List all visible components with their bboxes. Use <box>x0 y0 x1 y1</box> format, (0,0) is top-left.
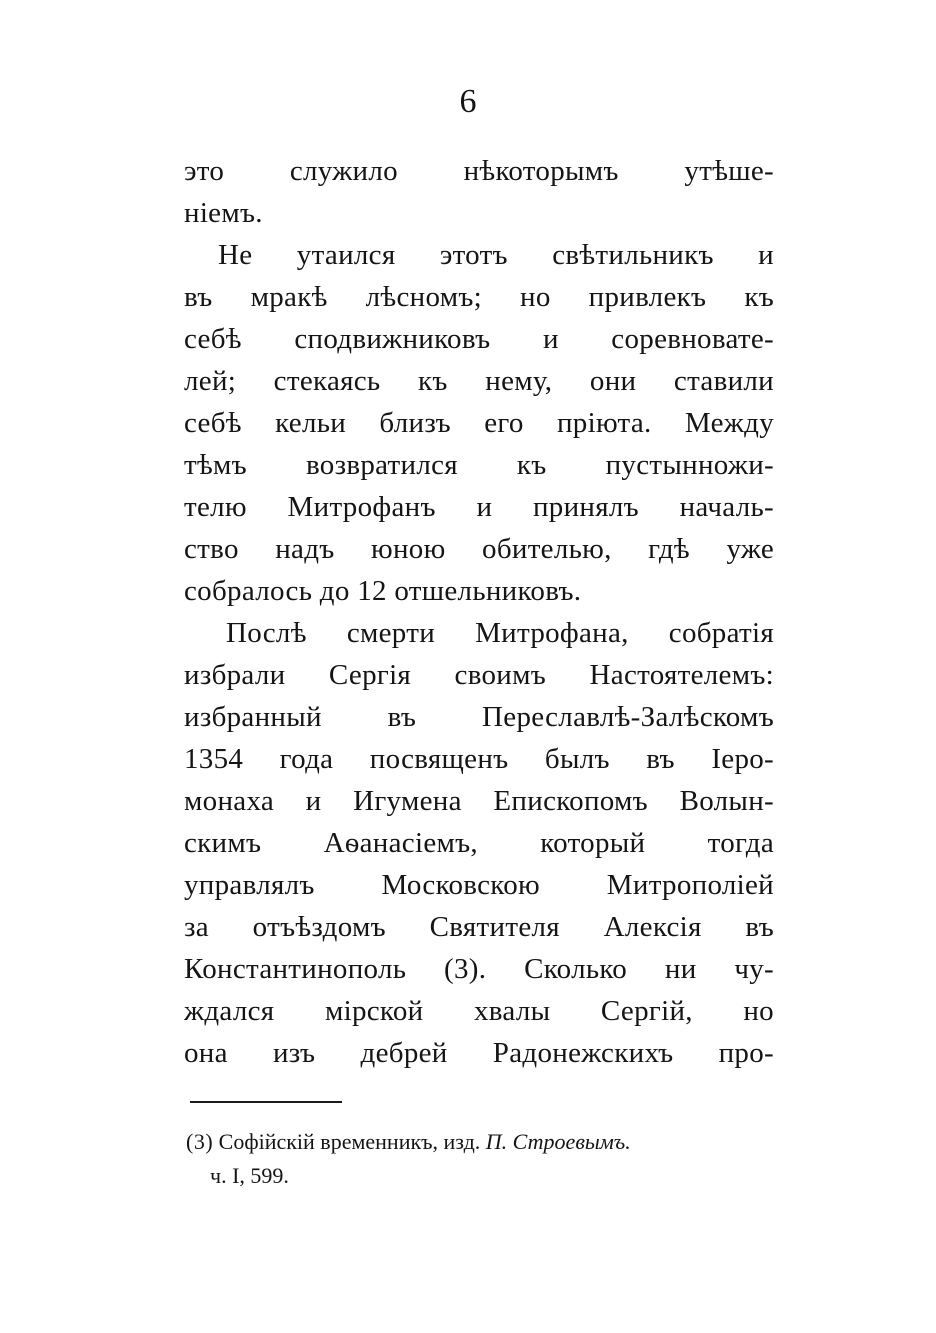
text-line: телю Митрофанъ и принялъ началь- <box>184 491 774 523</box>
text-line: Послѣ смерти Митрофана, собратія <box>226 617 774 649</box>
text-line: лей; стекаясь къ нему, они ставили <box>184 365 774 397</box>
text-line: собралось до 12 отшельниковъ. <box>184 575 582 607</box>
text-line: ждался мірской хвалы Сергій, но <box>184 995 774 1027</box>
text-line: себѣ кельи близъ его пріюта. Между <box>184 407 774 439</box>
text-line: въ мракѣ лѣсномъ; но привлекъ къ <box>184 281 774 313</box>
text-line: 1354 года посвященъ былъ въ Іеро- <box>184 743 774 775</box>
text-line: это служило нѣкоторымъ утѣше- <box>184 155 774 187</box>
footnote-editor: П. Строевымъ. <box>485 1129 631 1154</box>
footnote-line-2: ч. I, 599. <box>210 1163 289 1188</box>
text-line: избрали Сергія своимъ Настоятелемъ: <box>184 659 774 691</box>
footnote-marker: (3) <box>186 1129 214 1154</box>
footnote <box>186 1127 776 1157</box>
text-line: Константинополь (3). Сколько ни чу- <box>184 953 774 985</box>
text-line: она изъ дебрей Радонежскихъ про- <box>184 1037 774 1069</box>
text-line: скимъ Аѳанасіемъ, который тогда <box>184 827 774 859</box>
text-line: избранный въ Переславлѣ-Залѣскомъ <box>184 701 774 733</box>
text-line: ство надъ юною обителью, гдѣ уже <box>184 533 774 565</box>
text-line: тѣмъ возвратился къ пустынножи- <box>184 449 774 481</box>
footnote-text: Софійскій временникъ, изд. <box>218 1129 481 1154</box>
text-line: себѣ сподвижниковъ и соревновате- <box>184 323 774 355</box>
footnote-divider <box>190 1101 342 1103</box>
text-line: управлялъ Московскою Митрополіей <box>184 869 774 901</box>
text-line: Не утаился этотъ свѣтильникъ и <box>218 239 774 271</box>
page-number: 6 <box>459 83 477 120</box>
text-line: за отъѣздомъ Святителя Алексія въ <box>184 911 774 943</box>
text-line: ніемъ. <box>184 197 263 229</box>
text-line: монаха и Игумена Епископомъ Волын- <box>184 785 774 817</box>
